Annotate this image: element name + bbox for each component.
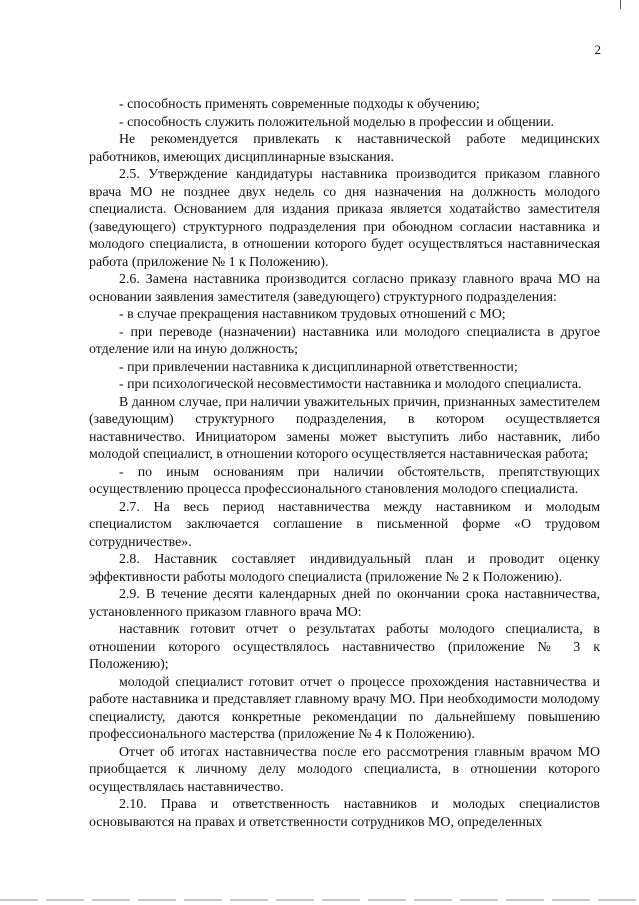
- paragraph-disciplinary-restriction: Не рекомендуется привлекать к наставнической работе медицинских работников, имеющих дисциплинарные взыскания.: [89, 132, 600, 165]
- paragraph-mentor-report: наставник готовит отчет о результатах работы молодого специалиста, в отношении которого осуществлялось наставничество (приложение № 3 к Положению);: [89, 622, 600, 672]
- list-item-other-grounds: - по иным основаниям при наличии обстоятельств, препятствующих осуществлению процесса профессионального становления молодого специалиста.: [89, 464, 600, 497]
- paragraph-replacement-initiator: В данном случае, при наличии уважительных причин, признанных заместителем (заведующим) структурного подразделения, в котором осуществляется наставничество. Инициатором замены может выступить либо наставник, либо молодой специалист, в отношении которого осуществляется наставническая работа;: [89, 394, 600, 462]
- page-number: 2: [594, 42, 601, 57]
- scan-corner-mark: [620, 0, 621, 9]
- clause-2-10: 2.10. Права и ответственность наставников и молодых специалистов основываются на правах и ответственности сотрудников МО, определенных: [89, 797, 600, 830]
- scan-bottom-edge: [0, 899, 639, 901]
- clause-2-8: 2.8. Наставник составляет индивидуальный план и проводит оценку эффективности работы молодого специалиста (приложение № 2 к Положению).: [89, 552, 600, 585]
- paragraph-specialist-report: молодой специалист готовит отчет о процессе прохождения наставничества и работе наставника и представляет главному врачу МО. При необходимости молодому специалисту, даются конкретные рекомендации по дальнейшему повышению профессионального мастерства (приложение № 4 к Положению).: [89, 674, 600, 742]
- paragraph-report-filing: Отчет об итогах наставничества после его рассмотрения главным врачом МО приобщается к личному делу молодого специалиста, в отношении которого осуществлялась наставничество.: [89, 744, 600, 795]
- list-item-incompatibility: - при психологической несовместимости наставника и молодого специалиста.: [119, 377, 582, 392]
- list-item-termination: - в случае прекращения наставником трудовых отношений с МО;: [119, 307, 506, 322]
- document-body: [89, 96, 600, 831]
- paragraph-competence-role-model: - способность служить положительной моделью в профессии и общении.: [119, 114, 555, 130]
- clause-2-6: 2.6. Замена наставника производится согласно приказу главного врача МО на основании заявления заместителя (заведующего) структурного подразделения:: [89, 272, 600, 305]
- list-item-transfer: - при переводе (назначении) наставника или молодого специалиста в другое отделение или на иную должность;: [89, 324, 600, 357]
- list-item-disciplinary: - при привлечении наставника к дисциплинарной ответственности;: [119, 359, 518, 375]
- clause-2-7: 2.7. На весь период наставничества между наставником и молодым специалистом заключается соглашение в письменной форме «О трудовом сотрудничестве».: [89, 499, 600, 550]
- paragraph-competence-approaches: - способность применять современные подходы к обучению;: [119, 97, 480, 112]
- clause-2-9: 2.9. В течение десяти календарных дней по окончании срока наставничества, установленного приказом главного врача МО:: [89, 587, 600, 620]
- clause-2-5: 2.5. Утверждение кандидатуры наставника производится приказом главного врача МО не позднее двух недель со дня назначения на должность молодого специалиста. Основанием для издания приказа является ходатайство заместителя (заведующего) структурного подразделения при обоюдном согласии наставника и молодого специалиста, в отношении которого будет осуществляться наставническая работа (приложение № 1 к Положению).: [89, 167, 600, 270]
